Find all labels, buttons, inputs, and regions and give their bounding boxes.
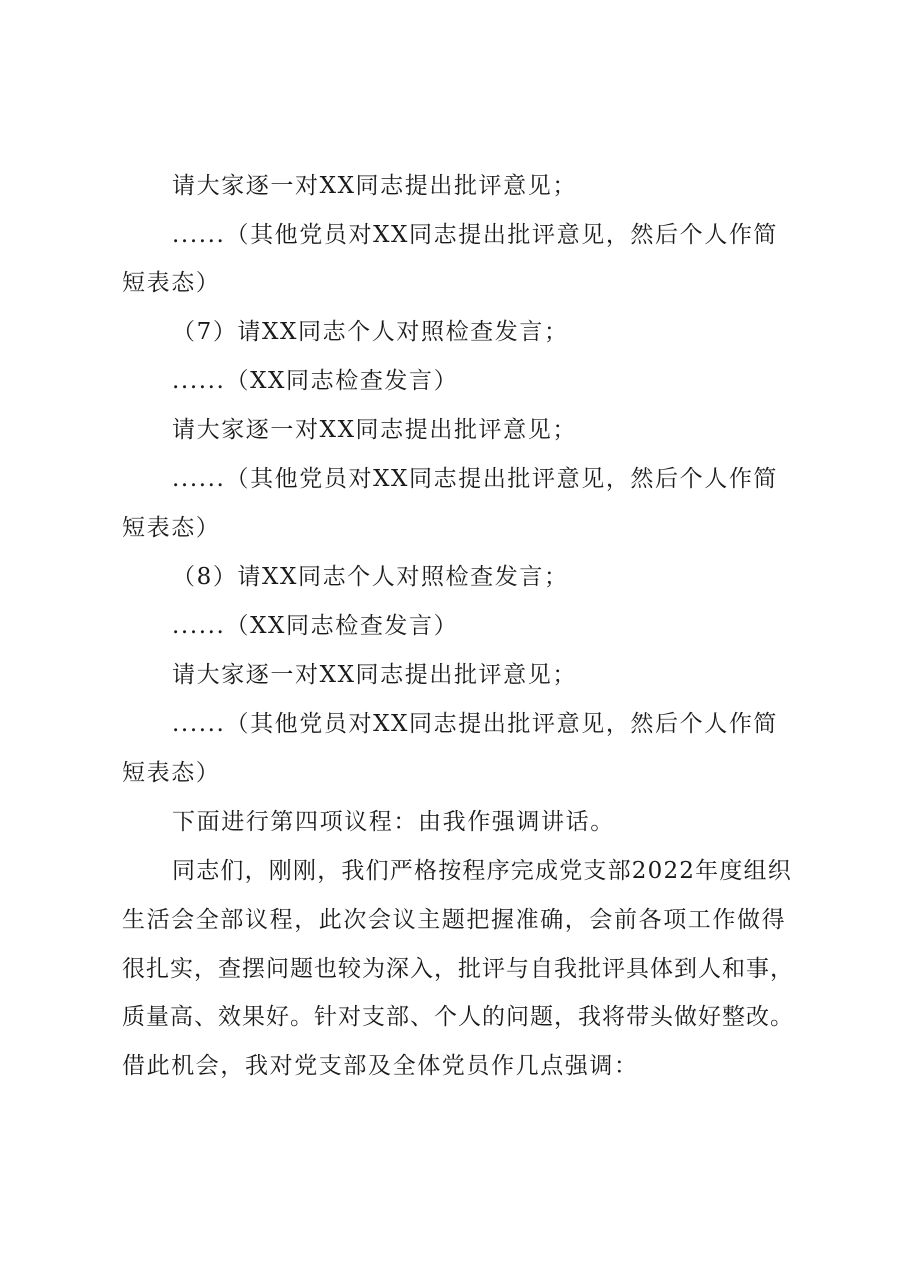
text-line: 借此机会，我对党支部及全体党员作几点强调： — [122, 1053, 639, 1079]
text-line: 短表态） — [122, 270, 221, 296]
text-line: 生活会全部议程，此次会议主题把握准确，会前各项工作做得 — [122, 907, 787, 933]
text-line: 很扎实，查摆问题也较为深入，批评与自我批评具体到人和事， — [122, 956, 794, 982]
text-line: （8）请XX同志个人对照检查发言； — [172, 564, 569, 590]
text-line: 请大家逐一对XX同志提出批评意见； — [172, 417, 577, 443]
text-line: 请大家逐一对XX同志提出批评意见； — [172, 173, 577, 199]
text-line: 同志们，刚刚，我们严格按程序完成党支部2022年度组织 — [172, 858, 792, 884]
text-line: 下面进行第四项议程：由我作强调讲话。 — [172, 809, 615, 835]
text-line: 短表态） — [122, 760, 221, 786]
text-line: 质量高、效果好。针对支部、个人的问题，我将带头做好整改。 — [122, 1004, 794, 1030]
text-line: ......（其他党员对XX同志提出批评意见，然后个人作简 — [172, 711, 779, 737]
text-line: （7）请XX同志个人对照检查发言； — [172, 319, 569, 345]
text-line: ......（XX同志检查发言） — [172, 613, 459, 639]
text-line: ......（其他党员对XX同志提出批评意见，然后个人作简 — [172, 466, 779, 492]
text-line: ......（其他党员对XX同志提出批评意见，然后个人作简 — [172, 222, 779, 248]
text-line: 请大家逐一对XX同志提出批评意见； — [172, 662, 577, 688]
text-line: 短表态） — [122, 515, 221, 541]
text-line: ......（XX同志检查发言） — [172, 368, 459, 394]
